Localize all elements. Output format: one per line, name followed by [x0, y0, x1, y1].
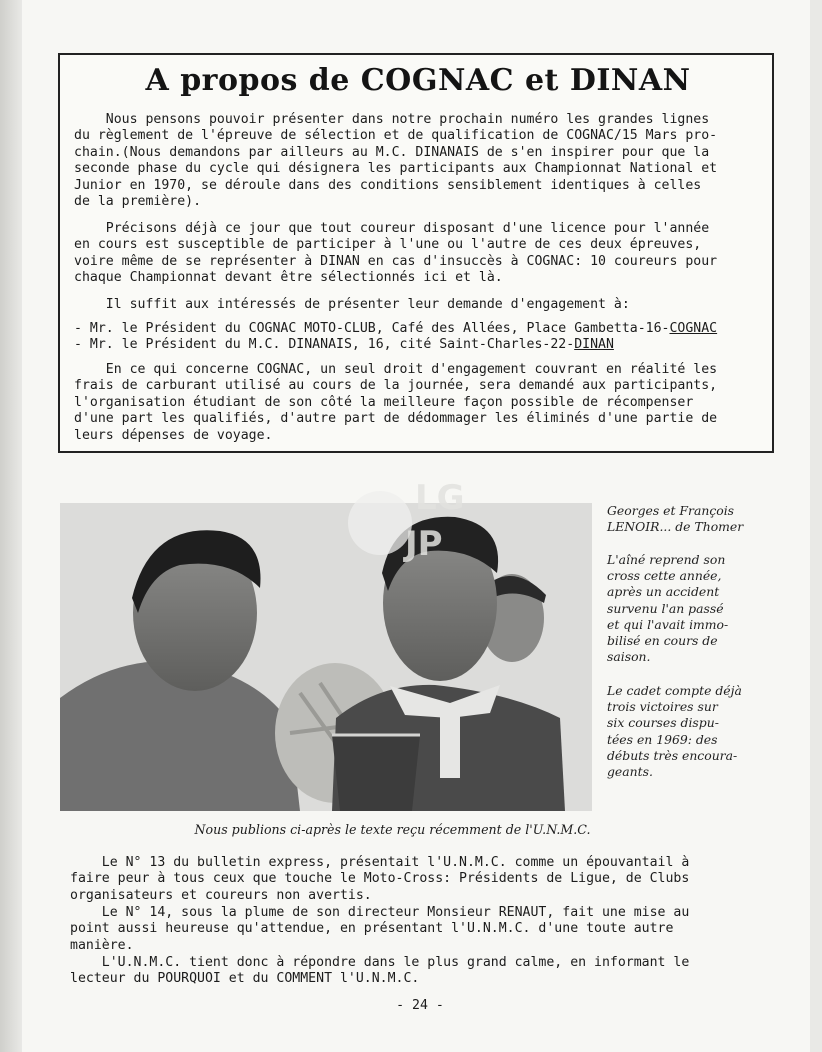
- unmc-paragraph-2: Le N° 14, sous la plume de son directeur Monsieur RENAUT, fait une mise au point aussi heureuse qu'attendue, en présentant l'U.N.M.C. d'une toute autre manière.: [70, 905, 690, 953]
- photo-illustration: [60, 478, 592, 811]
- article-paragraph-2: Précisons déjà ce jour que tout coureur disposant d'une licence pour l'année en cours est susceptible de participer à l'une ou l'autre de ces deux épreuves, voire même de se représenter à DINAN en cas d'insuccès à COGNAC: 10 coureurs pour chaque Championnat devant être sélectionnés ici et là.: [74, 221, 718, 286]
- lenoir-brothers-photo: [60, 478, 592, 811]
- svg-text:LG: LG: [415, 478, 465, 518]
- address-dinan-city: DINAN: [574, 337, 614, 352]
- page-number: - 24 -: [396, 998, 444, 1013]
- unmc-paragraph-3: L'U.N.M.C. tient donc à répondre dans le plus grand calme, en informant le lecteur du POURQUOI et du COMMENT l'U.N.M.C.: [70, 955, 690, 987]
- article-paragraph-4: En ce qui concerne COGNAC, un seul droit d'engagement couvrant en réalité les frais de carburant utilisé au cours de la journée, sera demandé aux participants, l'organisation étudiant de son côté la meilleure façon possible de récompenser d'une part les qualifiés, d'autre part de dédommager les éliminés d'une partie de leurs dépenses de voyage.: [74, 362, 718, 443]
- unmc-paragraph-1: Le N° 13 du bulletin express, présentait l'U.N.M.C. comme un épouvantail à faire peur à tous ceux que touche le Moto-Cross: Présidents de Ligue, de Clubs organisateurs et coureurs non avertis.: [70, 855, 690, 903]
- address-dinan: [74, 337, 760, 353]
- svg-text:JP: JP: [405, 524, 443, 564]
- article-paragraph-1: Nous pensons pouvoir présenter dans notre prochain numéro les grandes lignes du règlement de l'épreuve de sélection et de qualification de COGNAC/15 Mars pro- chain.(Nous demandons par ailleurs au M.C. DINANAIS de s'en inspirer pour que la seconde phase du cycle qui désignera les participants aux Championnat National et Junior en 1970, se déroule dans des conditions sensiblement identiques à celles de la première).: [74, 112, 718, 210]
- photo-caption-paragraph-2: Le cadet compte déjà trois victoires sur six courses dispu- tées en 1969: des débuts très encoura- geants.: [607, 683, 742, 780]
- address-cognac-city: COGNAC: [669, 321, 718, 336]
- page-edge-shadow: [0, 0, 22, 1052]
- photo-caption-title: Georges et François LENOIR... de Thomer: [607, 503, 744, 535]
- address-dinan-text: - Mr. le Président du M.C. DINANAIS, 16, cité Saint-Charles-22-: [74, 337, 575, 352]
- photo-caption-paragraph-1: L'aîné reprend son cross cette année, après un accident survenu l'an passé et qui l'avait immo- bilisé en cours de saison.: [607, 552, 729, 665]
- article-title: A propos de COGNAC et DINAN: [145, 63, 691, 98]
- article-paragraph-3: Il suffit aux intéressés de présenter leur demande d'engagement à:: [74, 297, 630, 312]
- article-box: [58, 53, 774, 453]
- address-cognac: [74, 321, 760, 337]
- unmc-intro: Nous publions ci-après le texte reçu récemment de l'U.N.M.C.: [194, 822, 591, 837]
- address-cognac-text: - Mr. le Président du COGNAC MOTO-CLUB, Café des Allées, Place Gambetta-16-: [74, 321, 670, 336]
